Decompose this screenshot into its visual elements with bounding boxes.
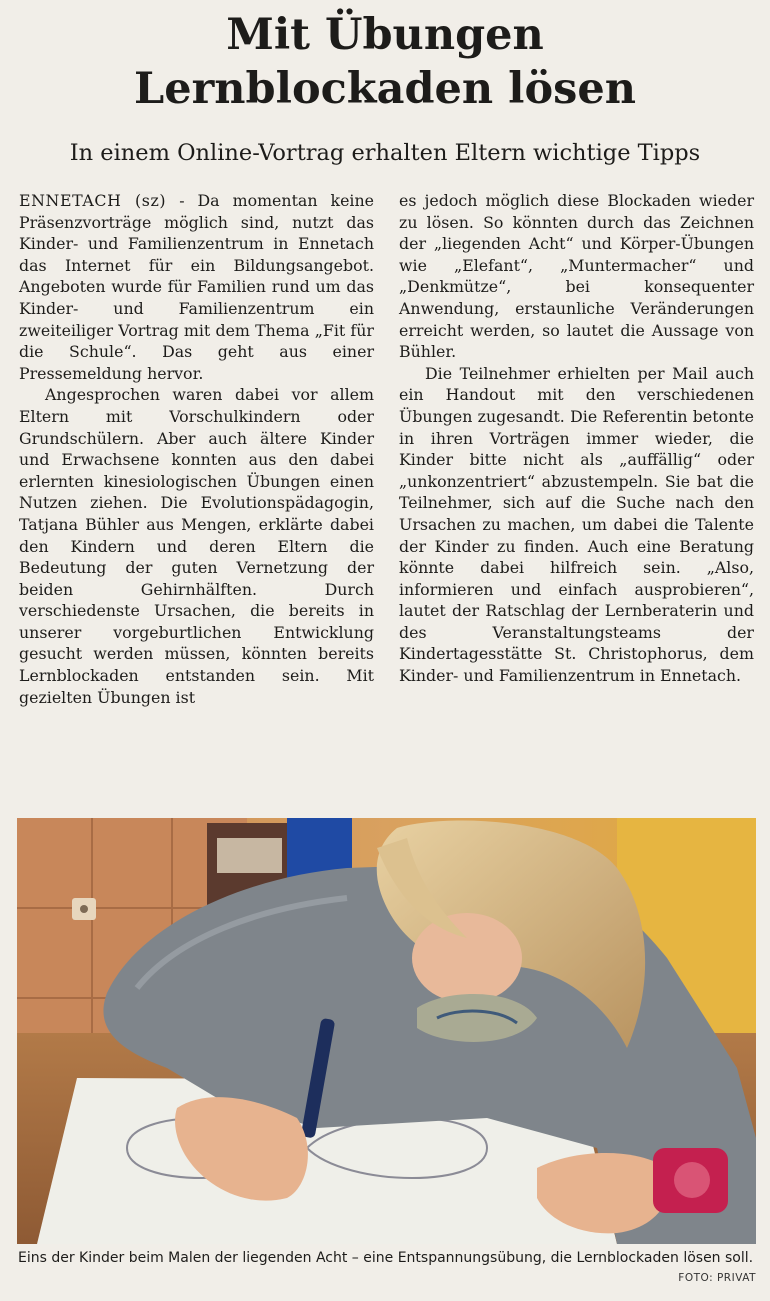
headline-line-1: Mit Übungen <box>226 10 544 60</box>
paragraph-1-text: - Da momentan keine Präsenzvorträge möglich sind, nutzt das Kinder- und Familienzentrum in Ennetach das Internet für ein Bildungsangebot. Angeboten wurde für Familien rund um das Kinder- und Familienzentrum ein zweiteiliger Vortrag mit dem Thema „Fit für die Schule“. Das geht aus einer Pressemeldung hervor. <box>19 191 374 383</box>
paragraph-1 <box>19 190 374 384</box>
paragraph-2: Angesprochen waren dabei vor allem Eltern mit Vorschulkindern oder Grundschülern. Aber auch ältere Kinder und Erwachsene konnten aus den dabei erlernten kinesiologischen Übungen einen Nutzen ziehen. Die Evolutionspädagogin, Tatjana Bühler aus Mengen, erklärte dabei den Kindern und deren Eltern die Bedeutung der guten Vernetzung der beiden Gehirnhälften. Durch verschiedenste Ursachen, die bereits in unserer vorgeburtlichen Entwicklung gesucht werden müssen, könnten bereits Lernblockaden entstanden sein. Mit gezielten Übungen ist <box>19 385 374 707</box>
article-headline <box>0 8 770 116</box>
article-column-right <box>399 190 754 687</box>
headline-line-2: Lernblockaden lösen <box>134 64 636 114</box>
photo-credit: FOTO: PRIVAT <box>678 1272 756 1284</box>
photo-caption: Eins der Kinder beim Malen der liegenden Acht – eine Entspannungsübung, die Lernblockaden lösen soll. <box>18 1250 754 1266</box>
paragraph-4: Die Teilnehmer erhielten per Mail auch ein Handout mit den verschiedenen Übungen zugesandt. Die Referentin betonte in ihren Vorträgen immer wieder, die Kinder bitte nicht als „auffällig“ oder „unkonzentriert“ abzustempeln. Sie bat die Teilnehmer, sich auf die Suche nach den Ursachen zu machen, um dabei die Talente der Kinder zu finden. Auch eine Beratung könnte dabei hilfreich sein. „Also, informieren und einfach ausprobieren“, lautet der Ratschlag der Lernberaterin und des Veranstaltungsteams der Kindertagesstätte St. Christophorus, dem Kinder- und Familienzentrum in Ennetach. <box>399 363 754 686</box>
photo-child-drawing-image <box>17 818 756 1244</box>
article-column-left <box>19 190 374 708</box>
article-photo <box>17 818 756 1244</box>
article-subheadline: In einem Online-Vortrag erhalten Eltern wichtige Tipps <box>69 140 701 166</box>
paragraph-3: es jedoch möglich diese Blockaden wieder zu lösen. So könnten durch das Zeichnen der „liegenden Acht“ und Körper-Übungen wie „Elefant“, „Muntermacher“ und „Denkmütze“, bei konsequenter Anwendung, erstaunliche Veränderungen erreicht werden, so lautet die Aussage von Bühler. <box>399 191 754 362</box>
dateline: ENNETACH (sz) <box>19 191 167 210</box>
